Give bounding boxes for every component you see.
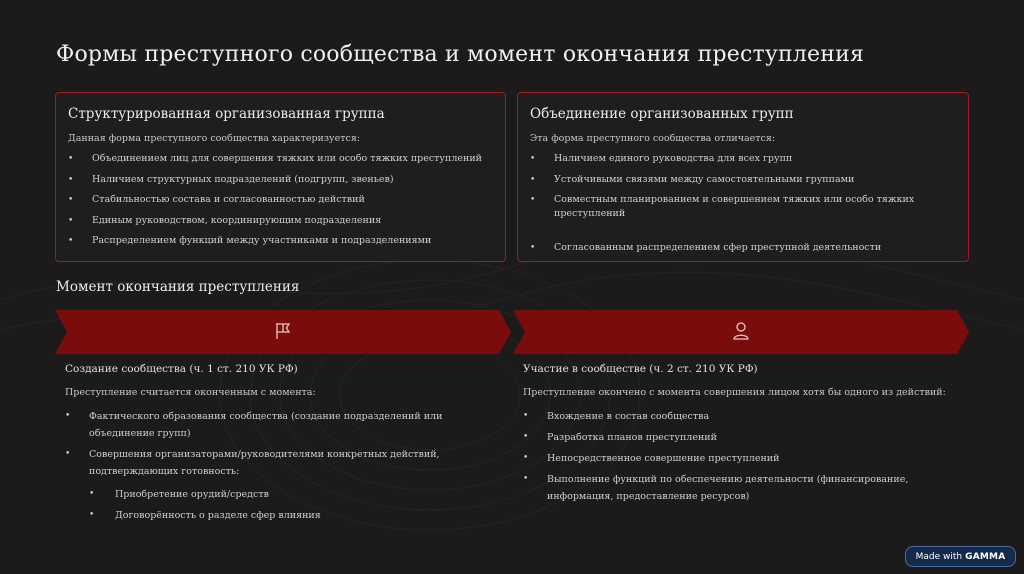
card-intro: Данная форма преступного сообщества характеризуется: bbox=[68, 133, 361, 144]
list-item: • Выполнение функций по обеспечению деятельности (финансирование, информация, предоставление ресурсов) bbox=[523, 471, 963, 505]
list-item: • Приобретение орудий/средств bbox=[89, 486, 505, 503]
badge-prefix: Made with bbox=[915, 551, 963, 562]
bullet-list bbox=[523, 408, 963, 505]
list-item: • Вхождение в состав сообщества bbox=[523, 408, 963, 425]
list-item bbox=[65, 446, 505, 524]
flag-icon bbox=[273, 320, 293, 342]
list-item: • Совместным планированием и совершением тяжких или особо тяжких преступлений bbox=[530, 193, 956, 221]
card-group-association bbox=[517, 92, 969, 262]
user-icon bbox=[731, 320, 751, 342]
page-title: Формы преступного сообщества и момент окончания преступления bbox=[56, 42, 865, 67]
list-item-text: Фактического образования сообщества (создание подразделений или объединение групп) bbox=[89, 411, 443, 439]
list-item: • Согласованным распределением сфер преступной деятельности bbox=[530, 241, 956, 255]
list-item: • Устойчивыми связями между самостоятельными группами bbox=[530, 173, 956, 187]
list-item: • Договорённость о разделе сфер влияния bbox=[89, 507, 505, 524]
card-intro: Эта форма преступного сообщества отличается: bbox=[530, 133, 776, 144]
bullet-list bbox=[530, 152, 956, 255]
list-item: • Разработка планов преступлений bbox=[523, 429, 963, 446]
card-title: Структурированная организованная группа bbox=[68, 106, 385, 122]
list-item-text: Совершения организаторами/руководителями конкретных действий, подтверждающих готовность: bbox=[89, 449, 440, 477]
made-with-gamma-badge[interactable] bbox=[905, 546, 1016, 567]
bullet-list bbox=[68, 152, 493, 248]
column-intro: Преступление окончено с момента совершения лицом хотя бы одного из действий: bbox=[523, 387, 946, 398]
column-participation bbox=[523, 363, 963, 509]
column-intro: Преступление считается оконченным с момента: bbox=[65, 387, 316, 398]
bullet-list bbox=[65, 408, 505, 524]
list-item: • Наличием структурных подразделений (подгрупп, звеньев) bbox=[68, 173, 493, 187]
list-item bbox=[65, 408, 505, 442]
nested-bullet-list bbox=[89, 486, 505, 524]
badge-brand: GAMMA bbox=[965, 551, 1006, 562]
column-title: Участие в сообществе (ч. 2 ст. 210 УК РФ) bbox=[523, 363, 758, 375]
card-structured-group bbox=[55, 92, 506, 262]
card-title: Объединение организованных групп bbox=[530, 106, 794, 122]
column-creation bbox=[65, 363, 505, 528]
list-item: • Наличием единого руководства для всех групп bbox=[530, 152, 956, 166]
list-item: • Объединением лиц для совершения тяжких или особо тяжких преступлений bbox=[68, 152, 493, 166]
list-item: • Непосредственное совершение преступлений bbox=[523, 450, 963, 467]
list-item: • Распределением функций между участниками и подразделениями bbox=[68, 234, 493, 248]
list-item: • Единым руководством, координирующим подразделения bbox=[68, 214, 493, 228]
process-arrows bbox=[0, 310, 1024, 354]
column-title: Создание сообщества (ч. 1 ст. 210 УК РФ) bbox=[65, 363, 298, 375]
section-heading: Момент окончания преступления bbox=[56, 279, 300, 295]
list-item: • Стабильностью состава и согласованностью действий bbox=[68, 193, 493, 207]
